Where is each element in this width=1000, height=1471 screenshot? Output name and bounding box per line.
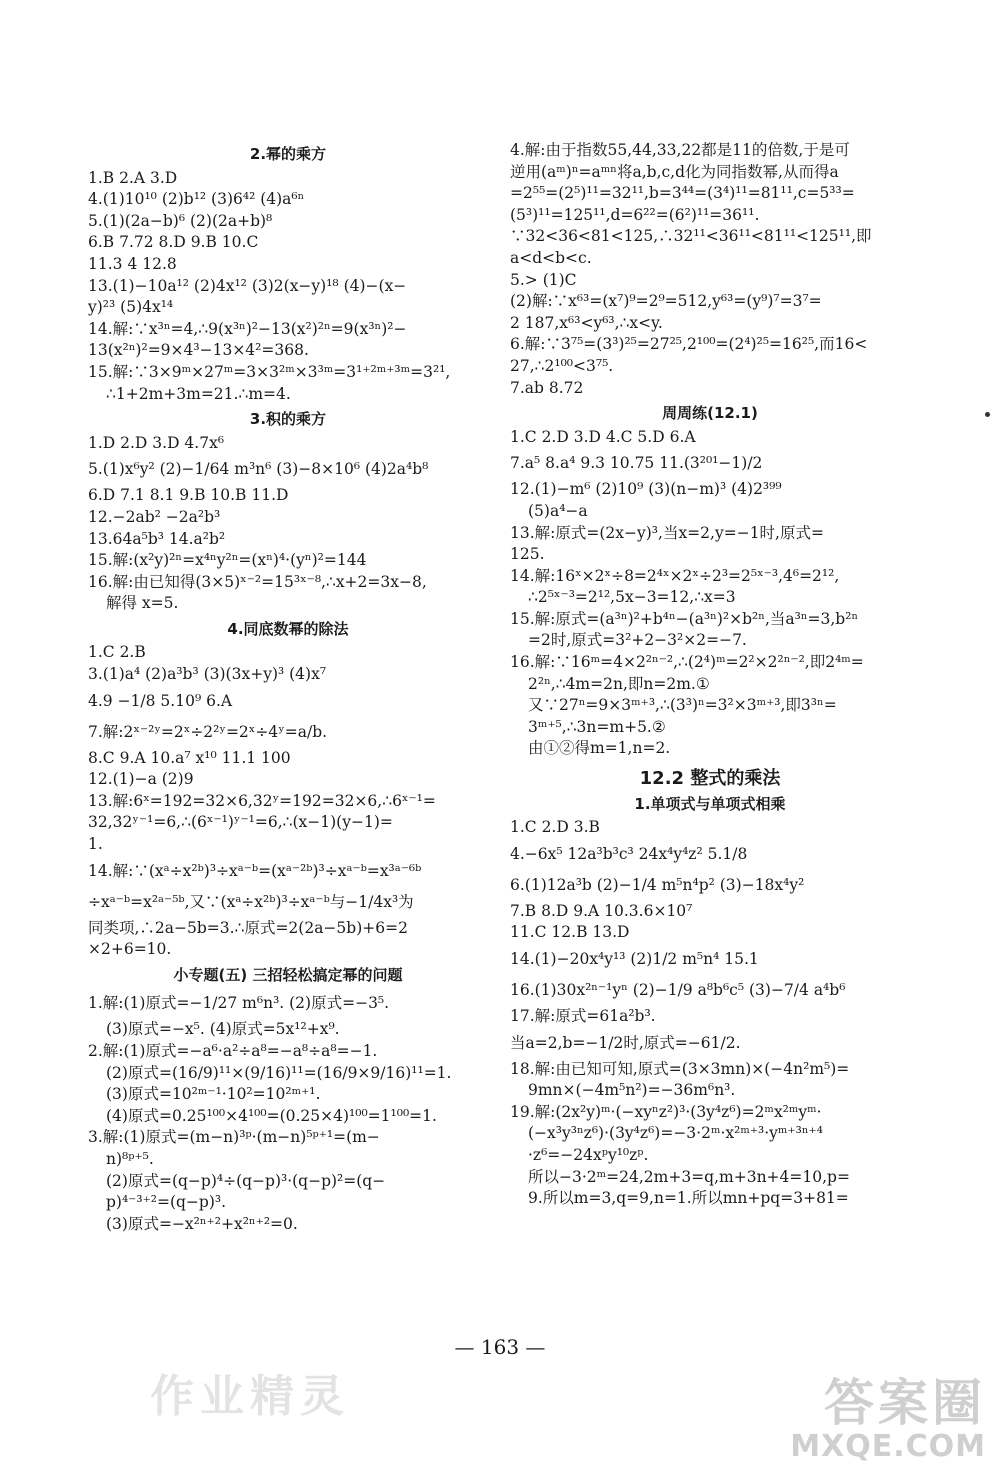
answer-line: 9.所以m=3,q=9,n=1.所以mn+pq=3+81= bbox=[528, 1189, 849, 1208]
answer-line: 2.解:(1)原式=−a⁶·a²÷a⁸=−a⁸÷a⁸=−1. bbox=[88, 1042, 378, 1060]
answer-line: 6.D 7.1 8.1 9.B 10.B 11.D bbox=[88, 486, 289, 505]
answer-line: 4.−6x⁵ 12a³b³c³ 24x⁴y⁴z² 5.1/8 bbox=[510, 844, 748, 863]
answer-line: n)⁸ᵖ⁺⁵. bbox=[106, 1149, 154, 1168]
answer-line: 13.64a⁵b³ 14.a²b² bbox=[88, 529, 226, 548]
answer-line: ×2+6=10. bbox=[88, 940, 172, 959]
answer-line: (3)原式=−x²ⁿ⁺²+x²ⁿ⁺²=0. bbox=[106, 1214, 298, 1233]
answer-line: 3ᵐ⁺⁵,∴3n=m+5.② bbox=[528, 717, 666, 736]
answer-line: (5³)¹¹=125¹¹,d=6²²=(6²)¹¹=36¹¹. bbox=[510, 205, 760, 224]
answer-line: 2 187,x⁶³<y⁶³,∴x<y. bbox=[510, 313, 663, 332]
answer-line: 14.解:∵(xᵃ÷x²ᵇ)³÷xᵃ⁻ᵇ=(xᵃ⁻²ᵇ)³÷xᵃ⁻ᵇ=x³ᵃ⁻⁶ᵇ bbox=[88, 861, 422, 880]
answer-line: ÷xᵃ⁻ᵇ=x²ᵃ⁻⁵ᵇ,又∵(xᵃ÷x²ᵇ)³÷xᵃ⁻ᵇ与−1/4x³为 bbox=[88, 892, 414, 911]
watermark-bottom-right bbox=[790, 1375, 986, 1463]
answer-line: p)⁴⁻³⁺²=(q−p)³. bbox=[106, 1193, 227, 1212]
answer-line: 12.(1)−a (2)9 bbox=[88, 770, 194, 789]
answer-line: 6.B 7.72 8.D 9.B 10.C bbox=[88, 233, 259, 252]
answer-line: 18.解:由已知可知,原式=(3×3mn)×(−4n²m⁵)= bbox=[510, 1059, 850, 1078]
watermark-logo-text: 答案圈 bbox=[824, 1374, 986, 1432]
answer-line: 又∵27ⁿ=9×3ᵐ⁺³,∴(3³)ⁿ=3²×3ᵐ⁺³,即3³ⁿ= bbox=[528, 696, 837, 715]
answer-line: 7.B 8.D 9.A 10.3.6×10⁷ bbox=[510, 901, 693, 920]
answer-line: 当a=2,b=−1/2时,原式=−61/2. bbox=[510, 1033, 741, 1052]
answer-line: 15.解:原式=(a³ⁿ)²+b⁴ⁿ−(a³ⁿ)²×b²ⁿ,当a³ⁿ=3,b²ⁿ bbox=[510, 609, 859, 628]
answer-line: 1. bbox=[88, 835, 103, 854]
answer-line: (3)原式=10²ᵐ⁻¹·10²=10²ᵐ⁺¹. bbox=[106, 1085, 321, 1104]
answer-line: a<d<b<c. bbox=[510, 248, 592, 267]
answer-line: 15.解:∵3×9ᵐ×27ᵐ=3×3²ᵐ×3³ᵐ=3¹⁺²ᵐ⁺³ᵐ=3²¹, bbox=[88, 362, 451, 381]
answer-line: 4.解:由于指数55,44,33,22都是11的倍数,于是可 bbox=[510, 141, 850, 159]
section-heading: 周周练(12.1) bbox=[662, 404, 758, 423]
answer-line: ∴1+2m+3m=21.∴m=4. bbox=[106, 384, 291, 403]
answer-line: 19.解:(2x²y)ᵐ·(−xyⁿz²)³·(3y⁴z⁶)=2ᵐx²ᵐyᵐ· bbox=[510, 1102, 822, 1121]
answer-line: ·z⁶=−24xᵖy¹⁰zᵖ. bbox=[528, 1145, 649, 1164]
answer-line: 7.ab 8.72 bbox=[510, 378, 584, 397]
answer-line: 解得 x=5. bbox=[106, 594, 179, 613]
section-heading: 3.积的乘方 bbox=[249, 410, 327, 429]
answer-line: 6.解:∵3⁷⁵=(3³)²⁵=27²⁵,2¹⁰⁰=(2⁴)²⁵=16²⁵,而16< bbox=[510, 335, 868, 354]
answer-line: 17.解:原式=61a²b³. bbox=[510, 1007, 656, 1025]
answer-line: =2时,原式=3²+2−3²×2=−7. bbox=[528, 631, 747, 650]
watermark-url: MXQE.COM bbox=[790, 1429, 986, 1464]
answer-line: 1.D 2.D 3.D 4.7x⁶ bbox=[88, 433, 225, 452]
answer-line: 15.解:(x²y)²ⁿ=x⁴ⁿy²ⁿ=(xⁿ)⁴·(yⁿ)²=144 bbox=[88, 551, 367, 570]
answer-line: 所以−3·2ᵐ=24,2m+3=q,m+3n+4=10,p= bbox=[528, 1167, 850, 1186]
answer-line: (4)原式=0.25¹⁰⁰×4¹⁰⁰=(0.25×4)¹⁰⁰=1¹⁰⁰=1. bbox=[106, 1106, 437, 1125]
answer-line: =2⁵⁵=(2⁵)¹¹=32¹¹,b=3⁴⁴=(3⁴)¹¹=81¹¹,c=5³³= bbox=[510, 184, 855, 203]
answer-line: (3)原式=−x⁵. (4)原式=5x¹²+x⁹. bbox=[106, 1020, 340, 1039]
answer-line: (2)原式=(16/9)¹¹×(9/16)¹¹=(16/9×9/16)¹¹=1. bbox=[106, 1063, 452, 1082]
answer-line: 11.3 4 12.8 bbox=[88, 254, 177, 273]
answer-line: 11.C 12.B 13.D bbox=[510, 923, 630, 942]
answer-line: 14.解:16ˣ×2ˣ÷8=2⁴ˣ×2ˣ÷2³=2⁵ˣ⁻³,4⁶=2¹², bbox=[510, 566, 840, 585]
answer-line: 逆用(aᵐ)ⁿ=aᵐⁿ将a,b,c,d化为同指数幂,从而得a bbox=[510, 162, 839, 181]
answer-line: (−x³y³ⁿz⁶)·(3y⁴z⁶)=−3·2ᵐ·x²ᵐ⁺³·yᵐ⁺³ⁿ⁺⁴ bbox=[528, 1124, 823, 1143]
section-heading: 1.单项式与单项式相乘 bbox=[634, 794, 786, 813]
answer-line: 3.解:(1)原式=(m−n)³ᵖ·(m−n)⁵ᵖ⁺¹=(m− bbox=[88, 1128, 380, 1147]
answer-line: ∴2⁵ˣ⁻³=2¹²,5x−3=12,∴x=3 bbox=[528, 588, 736, 607]
section-heading: 小专题(五) 三招轻松搞定幂的问题 bbox=[173, 965, 403, 984]
answer-line: y)²³ (5)4x¹⁴ bbox=[88, 298, 174, 317]
answer-line: 4.(1)10¹⁰ (2)b¹² (3)6⁴² (4)a⁶ⁿ bbox=[88, 190, 305, 209]
answer-line: 5.(1)(2a−b)⁶ (2)(2a+b)⁸ bbox=[88, 211, 273, 230]
answer-line: 5.(1)x⁶y² (2)−1/64 m³n⁶ (3)−8×10⁶ (4)2a⁴b⁸ bbox=[88, 460, 429, 479]
answer-line: 8.C 9.A 10.a⁷ x¹⁰ 11.1 100 bbox=[88, 748, 291, 767]
left-column bbox=[88, 140, 488, 1235]
section-heading: 2.幂的乘方 bbox=[249, 145, 327, 163]
answer-line: 16.解:由已知得(3×5)ˣ⁻²=15³ˣ⁻⁸,∴x+2=3x−8, bbox=[88, 572, 427, 591]
answer-line: 13.解:6ˣ=192=32×6,32ʸ=192=32×6,∴6ˣ⁻¹= bbox=[88, 791, 436, 810]
answer-line: 12.−2ab² −2a²b³ bbox=[88, 507, 221, 526]
answer-line: 7.a⁵ 8.a⁴ 9.3 10.75 11.(3²⁰¹−1)/2 bbox=[510, 454, 763, 473]
watermark-bottom-left: 作业精灵 bbox=[150, 1371, 350, 1422]
answer-line: 1.B 2.A 3.D bbox=[88, 168, 178, 187]
answer-line: ∵32<36<81<125,∴32¹¹<36¹¹<81¹¹<125¹¹,即 bbox=[510, 227, 872, 246]
answer-line: 125. bbox=[510, 545, 545, 564]
answer-line: 6.(1)12a³b (2)−1/4 m⁵n⁴p² (3)−18x⁴y² bbox=[510, 875, 805, 894]
answer-line: 16.(1)30x²ⁿ⁻¹yⁿ (2)−1/9 a⁸b⁶c⁵ (3)−7/4 a⁴b⁶ bbox=[510, 981, 846, 999]
answer-line: 13.解:原式=(2x−y)³,当x=2,y=−1时,原式= bbox=[510, 523, 824, 542]
answer-line: 1.C 2.B bbox=[88, 643, 146, 662]
page-number: — 163 — bbox=[454, 1335, 546, 1359]
answer-line: 3.(1)a⁴ (2)a³b³ (3)(3x+y)³ (4)x⁷ bbox=[88, 665, 327, 684]
answer-line: 13(x²ⁿ)²=9×4³−13×4²=368. bbox=[88, 341, 309, 360]
answer-line: 27,∴2¹⁰⁰<3⁷⁵. bbox=[510, 356, 614, 375]
answer-line: 2²ⁿ,∴4m=2n,即n=2m.① bbox=[528, 674, 710, 693]
answer-line: 7.解:2ˣ⁻²ʸ=2ˣ÷2²ʸ=2ˣ÷4ʸ=a/b. bbox=[88, 722, 328, 741]
answer-line: 5.> (1)C bbox=[510, 270, 577, 289]
answer-line: 同类项,∴2a−5b=3.∴原式=2(2a−5b)+6=2 bbox=[88, 918, 408, 937]
answer-line: 4.9 −1/8 5.10⁹ 6.A bbox=[88, 691, 233, 710]
stray-dot bbox=[985, 412, 990, 417]
answer-line: (2)原式=(q−p)⁴÷(q−p)³·(q−p)²=(q− bbox=[106, 1171, 386, 1190]
answer-line: (2)解:∵x⁶³=(x⁷)⁹=2⁹=512,y⁶³=(y⁹)⁷=3⁷= bbox=[510, 292, 822, 311]
answer-line: (5)a⁴−a bbox=[528, 501, 588, 520]
answer-line: 12.(1)−m⁶ (2)10⁹ (3)(n−m)³ (4)2³⁹⁹ bbox=[510, 480, 782, 499]
answer-line: 32,32ʸ⁻¹=6,∴(6ˣ⁻¹)ʸ⁻¹=6,∴(x−1)(y−1)= bbox=[88, 813, 393, 832]
answer-line: 1.C 2.D 3.B bbox=[510, 818, 600, 837]
answer-line: 16.解:∵16ᵐ=4×2²ⁿ⁻²,∴(2⁴)ᵐ=2²×2²ⁿ⁻²,即2⁴ᵐ= bbox=[510, 653, 864, 672]
answer-line: 由①②得m=1,n=2. bbox=[528, 739, 671, 758]
answer-line: 14.(1)−20x⁴y¹³ (2)1/2 m⁵n⁴ 15.1 bbox=[510, 950, 759, 968]
section-heading: 4.同底数幂的除法 bbox=[227, 619, 349, 638]
right-column bbox=[510, 140, 910, 1210]
section-heading: 12.2 整式的乘法 bbox=[639, 768, 781, 790]
answer-line: 9mn×(−4m⁵n²)=−36m⁶n³. bbox=[528, 1081, 736, 1100]
answer-line: 1.解:(1)原式=−1/27 m⁶n³. (2)原式=−3⁵. bbox=[88, 994, 390, 1013]
answer-line: 1.C 2.D 3.D 4.C 5.D 6.A bbox=[510, 427, 696, 446]
answer-line: 13.(1)−10a¹² (2)4x¹² (3)2(x−y)¹⁸ (4)−(x− bbox=[88, 276, 407, 295]
answer-line: 14.解:∵x³ⁿ=4,∴9(x³ⁿ)²−13(x²)²ⁿ=9(x³ⁿ)²− bbox=[88, 319, 407, 338]
